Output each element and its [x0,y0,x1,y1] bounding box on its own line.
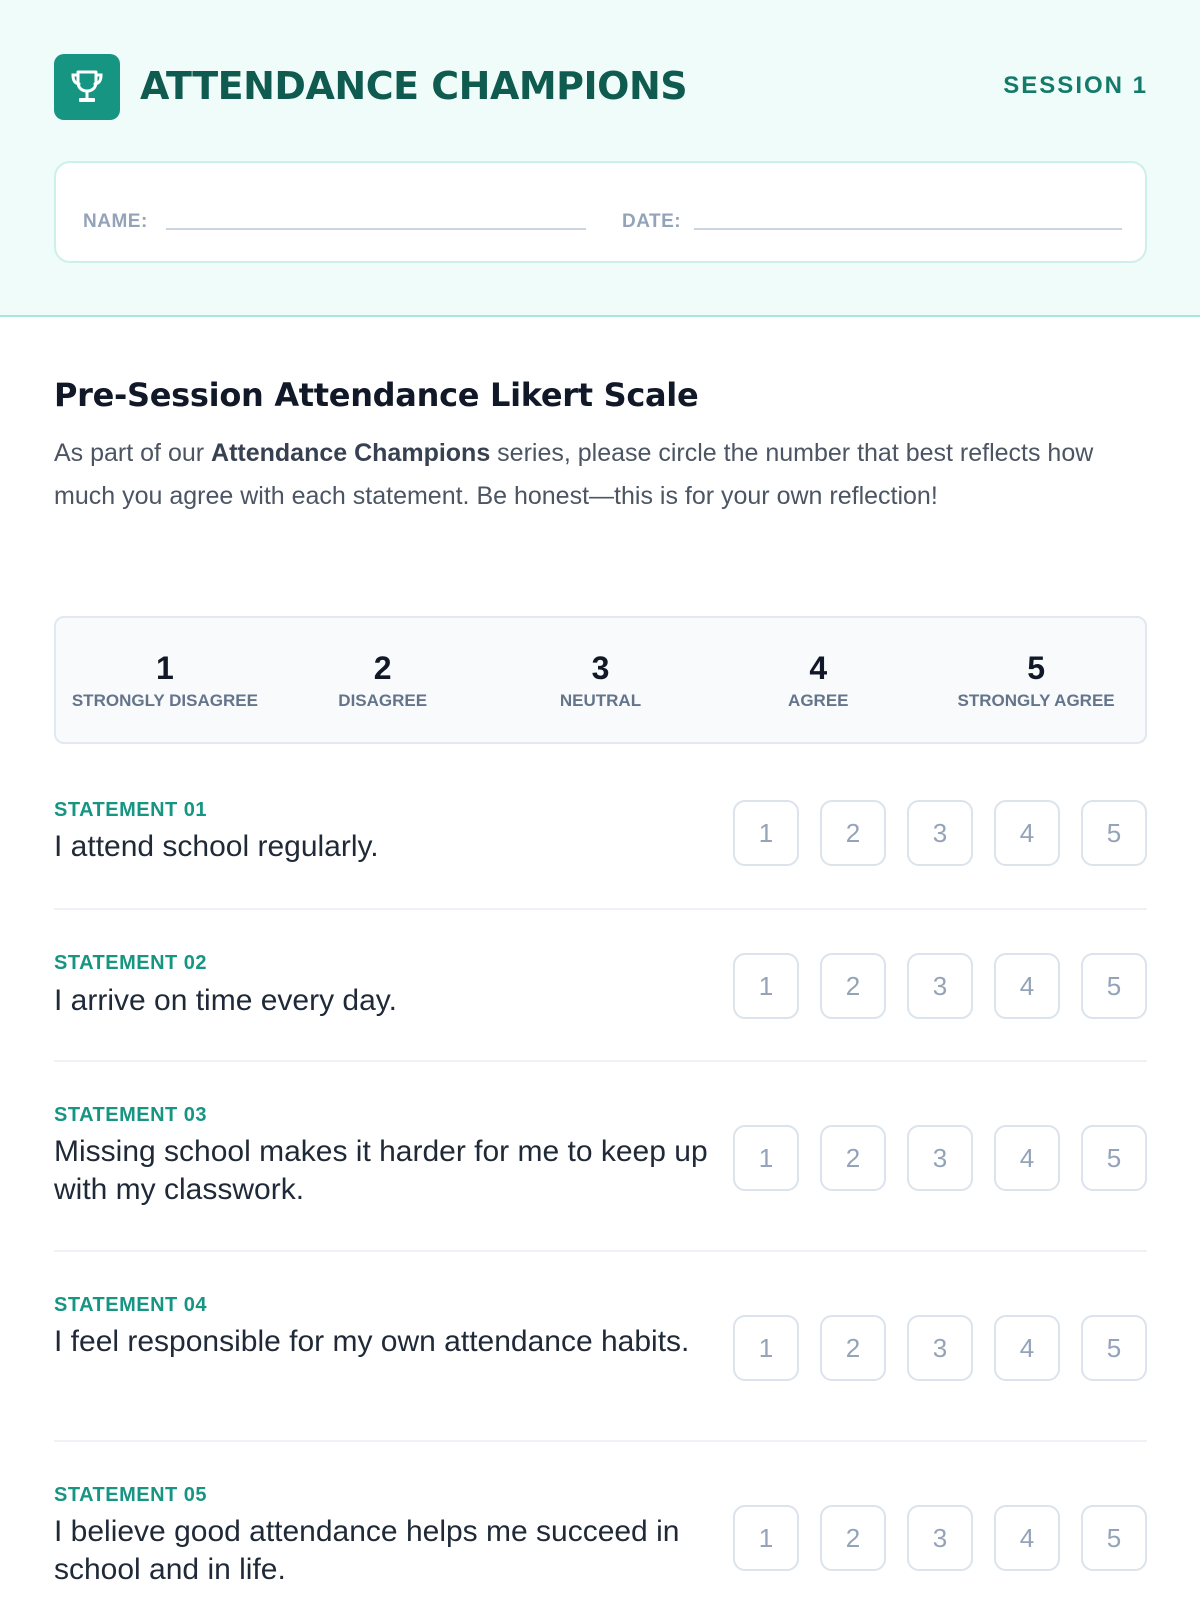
scale-item [274,618,492,742]
scale-label: STRONGLY AGREE [957,691,1115,710]
rating-option-1[interactable]: 1 [733,1315,799,1381]
name-label: NAME: [83,211,148,232]
intro-text-end: series, please circle the number that best reflects how much you agree with each statement. Be honest—this is for your own reflection! [54,439,1094,510]
scale-number: 4 [809,650,828,686]
rating-option-4[interactable]: 4 [994,1315,1060,1381]
name-field[interactable] [166,228,586,230]
statement-text: Missing school makes it harder for me to keep up with my classwork. [54,1135,708,1206]
statement-row-02 [54,910,1147,1062]
rating-option-2[interactable]: 2 [820,1505,886,1571]
rating-options [733,953,1147,1019]
scale-label: DISAGREE [338,691,428,710]
rating-option-4[interactable]: 4 [994,1505,1060,1571]
rating-option-5[interactable]: 5 [1081,953,1147,1019]
rating-option-3[interactable]: 3 [907,1505,973,1571]
scale-label: NEUTRAL [559,691,642,710]
rating-option-5[interactable]: 5 [1081,800,1147,866]
statement-label: STATEMENT 01 [54,799,208,821]
scale-item [709,618,927,742]
statement-label: STATEMENT 05 [54,1484,208,1506]
app-title: ATTENDANCE CHAMPIONS [140,64,688,108]
rating-option-3[interactable]: 3 [907,953,973,1019]
rating-option-4[interactable]: 4 [994,800,1060,866]
session-label: SESSION 1 [1003,72,1148,99]
scale-label: STRONGLY DISAGREE [71,691,258,710]
statement-row-01 [54,784,1147,910]
rating-option-1[interactable]: 1 [733,1125,799,1191]
rating-options [733,1315,1147,1381]
rating-option-4[interactable]: 4 [994,953,1060,1019]
statement-text: I attend school regularly. [54,830,379,863]
statement-text: I believe good attendance helps me succeed in school and in life. [54,1515,680,1586]
rating-options [733,1125,1147,1191]
statement-row-04 [54,1252,1147,1442]
scale-item [492,618,710,742]
date-field[interactable] [694,228,1122,230]
rating-option-1[interactable]: 1 [733,800,799,866]
scale-number: 5 [1027,650,1045,686]
rating-options [733,800,1147,866]
page-title: Pre-Session Attendance Likert Scale [54,376,699,414]
scale-item [56,618,274,742]
scale-number: 3 [591,650,610,686]
rating-option-2[interactable]: 2 [820,800,886,866]
rating-option-2[interactable]: 2 [820,953,886,1019]
statement-label: STATEMENT 04 [54,1294,208,1316]
rating-option-3[interactable]: 3 [907,1125,973,1191]
scale-number: 1 [156,650,174,686]
statement-label: STATEMENT 02 [54,952,208,974]
statement-label: STATEMENT 03 [54,1104,208,1126]
statement-row-03 [54,1062,1147,1252]
trophy-icon [54,54,120,120]
rating-option-3[interactable]: 3 [907,800,973,866]
rating-option-5[interactable]: 5 [1081,1125,1147,1191]
rating-option-3[interactable]: 3 [907,1315,973,1381]
rating-option-5[interactable]: 5 [1081,1315,1147,1381]
statement-text: I feel responsible for my own attendance habits. [54,1325,690,1358]
rating-option-4[interactable]: 4 [994,1125,1060,1191]
rating-option-2[interactable]: 2 [820,1315,886,1381]
likert-scale-legend [54,616,1147,744]
rating-option-2[interactable]: 2 [820,1125,886,1191]
scale-item [927,618,1145,742]
header [0,0,1200,317]
statement-row-05 [54,1442,1147,1600]
intro-paragraph [54,432,1144,518]
intro-series-name: Attendance Champions [211,439,491,467]
student-info-card [54,161,1147,263]
intro-text-start: As part of our [54,439,212,467]
date-label: DATE: [622,211,682,232]
statement-text: I arrive on time every day. [54,984,397,1017]
rating-option-1[interactable]: 1 [733,1505,799,1571]
scale-label: AGREE [788,691,849,710]
rating-options [733,1505,1147,1571]
scale-number: 2 [373,650,392,686]
rating-option-1[interactable]: 1 [733,953,799,1019]
rating-option-5[interactable]: 5 [1081,1505,1147,1571]
